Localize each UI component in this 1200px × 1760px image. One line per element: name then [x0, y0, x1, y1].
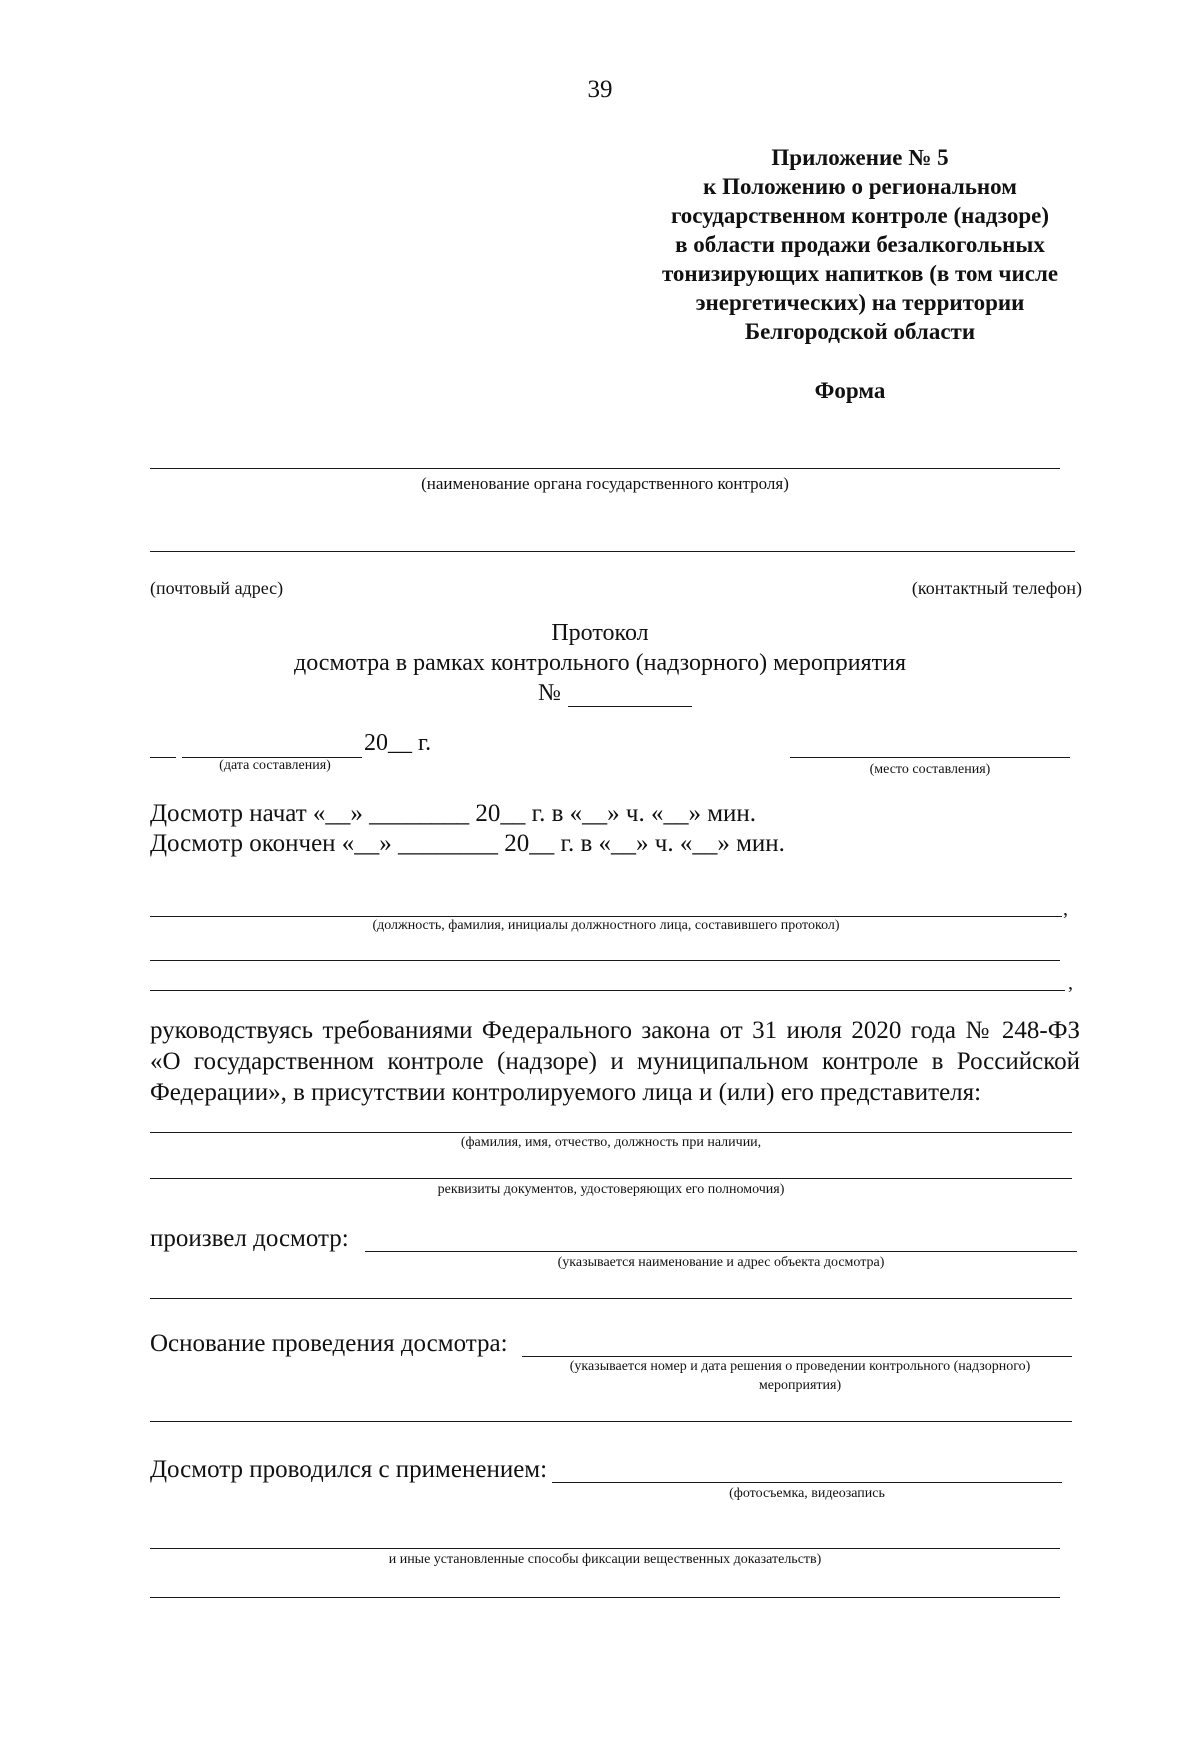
representative-caption-1: (фамилия, имя, отчество, должность при наличии, [460, 1135, 762, 1150]
appendix-header [600, 143, 1120, 346]
protocol-subtitle: досмотра в рамках контрольного (надзорного) мероприятия [294, 650, 906, 676]
inspected-label: произвел досмотр: [150, 1225, 349, 1252]
inspected-object-line-2[interactable] [150, 1298, 1072, 1299]
appendix-line: государственном контроле (надзоре) [670, 203, 1050, 228]
appendix-line: к Положению о региональном [703, 174, 1017, 199]
applied-label: Досмотр проводился с применением: [150, 1456, 548, 1483]
authority-caption: (наименование органа государственного контроля) [421, 474, 789, 493]
comma-mark: , [1068, 972, 1073, 994]
representative-line-2[interactable] [150, 1178, 1072, 1179]
place-caption: (место составления) [869, 762, 991, 777]
authority-name-line[interactable] [150, 468, 1060, 469]
official-line-3[interactable] [150, 990, 1065, 991]
basis-line-2[interactable] [150, 1421, 1072, 1422]
legal-basis-paragraph [150, 1015, 1080, 1108]
basis-caption-1: (указывается номер и дата решения о проведении контрольного (надзорного) [569, 1359, 1031, 1374]
date-year-text: 20__ г. [364, 730, 432, 756]
appendix-line: в области продажи безалкогольных [675, 232, 1045, 257]
representative-line[interactable] [150, 1132, 1072, 1133]
contact-phone-caption: (контактный телефон) [911, 578, 1082, 598]
official-line[interactable] [150, 916, 1062, 917]
form-label: Форма [814, 378, 886, 403]
inspected-object-line[interactable] [365, 1251, 1077, 1252]
page-number: 39 [587, 76, 613, 103]
applied-caption-1: (фотосъемка, видеозапись [729, 1486, 885, 1501]
protocol-title: Протокол [551, 620, 649, 646]
representative-caption-2: реквизиты документов, удостоверяющих его полномочия) [437, 1182, 785, 1197]
applied-caption-2: и иные установленные способы фиксации вещественных доказательств) [388, 1552, 822, 1567]
basis-line[interactable] [522, 1356, 1072, 1357]
inspection-start: Досмотр начат «__» ________ 20__ г. в «__» ч. «__» мин. [150, 800, 757, 827]
date-day-line[interactable] [150, 757, 176, 758]
appendix-line: Приложение № 5 [771, 145, 949, 170]
place-line[interactable] [790, 757, 1070, 758]
postal-address-caption: (почтовый адрес) [150, 578, 284, 598]
basis-caption-2: мероприятия) [758, 1378, 842, 1393]
protocol-number-line[interactable] [568, 706, 692, 707]
appendix-line: энергетических) на территории [695, 290, 1025, 315]
address-phone-line[interactable] [150, 551, 1075, 552]
comma-mark: , [1063, 898, 1068, 920]
applied-line-2[interactable] [150, 1548, 1060, 1549]
appendix-line: Белгородской области [744, 319, 976, 344]
inspected-caption: (указывается наименование и адрес объекта досмотра) [557, 1255, 885, 1270]
paragraph-line: Федерации», в присутствии контролируемого лица и (или) его представителя: [150, 1079, 982, 1106]
appendix-line: тонизирующих напитков (в том числе [661, 261, 1059, 286]
paragraph-line: «О государственном контроле (надзоре) и муниципальном контроле в Российской [150, 1048, 1080, 1075]
official-line-2[interactable] [150, 960, 1060, 961]
basis-label: Основание проведения досмотра: [150, 1330, 508, 1357]
official-caption: (должность, фамилия, инициалы должностного лица, составившего протокол) [372, 918, 840, 933]
applied-line-3[interactable] [150, 1597, 1060, 1598]
date-caption: (дата составления) [219, 758, 331, 773]
paragraph-line: руководствуясь требованиями Федерального закона от 31 июля 2020 года № 248-ФЗ [150, 1017, 1080, 1044]
protocol-number-label: № [538, 680, 561, 706]
inspection-end: Досмотр окончен «__» ________ 20__ г. в «__» ч. «__» мин. [150, 830, 785, 857]
applied-line[interactable] [552, 1482, 1062, 1483]
